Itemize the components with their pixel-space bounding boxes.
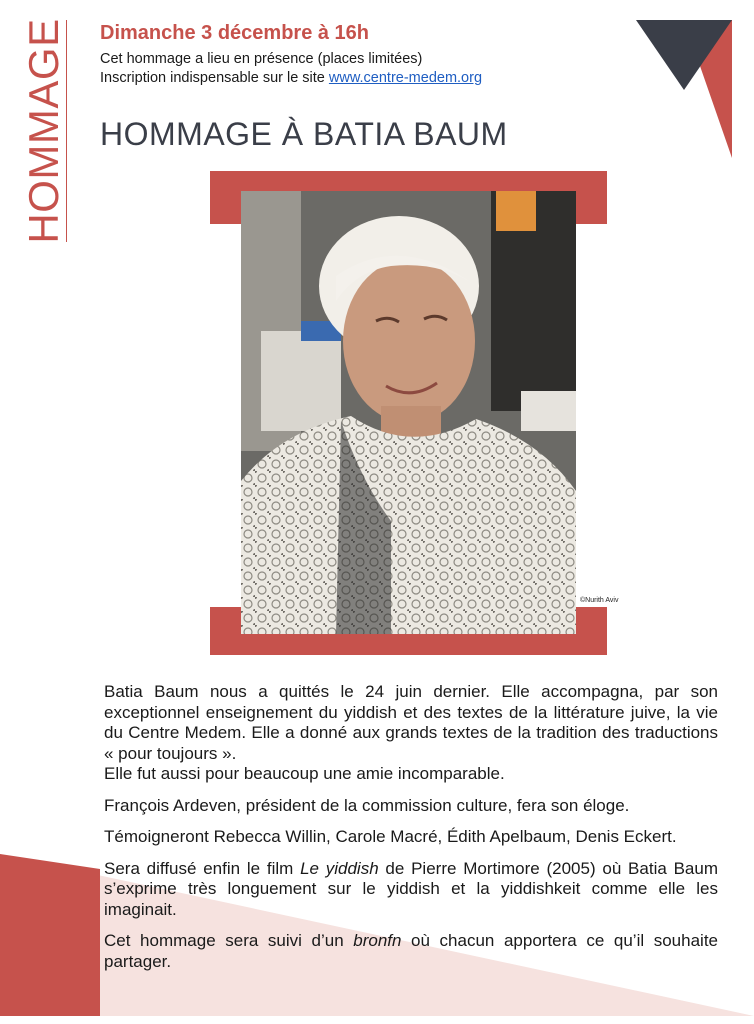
paragraph-5: [104, 931, 718, 972]
info-line-1: Cet hommage a lieu en présence (places limitées): [100, 51, 423, 67]
paragraph-5-end: où chacun apportera ce qu’il souhaite partager.: [104, 931, 718, 971]
info-line-2-prefix: Inscription indispensable sur le site: [100, 70, 329, 86]
paragraph-2: François Ardeven, président de la commission culture, fera son éloge.: [104, 795, 630, 815]
body-text: [104, 682, 718, 983]
paragraph-4-start: Sera diffusé enfin le film: [104, 858, 301, 878]
paragraph-3: Témoigneront Rebecca Willin, Carole Macré, Édith Apelbaum, Denis Eckert.: [104, 827, 677, 846]
info-line-2: [100, 69, 482, 88]
page-title: HOMMAGE À BATIA BAUM: [100, 116, 508, 152]
photo-credit: ©Nurith Aviv: [580, 597, 619, 604]
paragraph-4: [104, 859, 718, 921]
portrait-illustration: [241, 191, 576, 634]
side-label-text: HOMMAGE: [20, 18, 67, 244]
paragraph-1b: Elle fut aussi pour beaucoup une amie incomparable.: [104, 764, 505, 783]
website-link[interactable]: www.centre-medem.org: [328, 70, 483, 86]
paragraph-4-end: de Pierre Mortimore (2005) où Batia Baum s’exprime très longuement sur le yiddish et la yiddishkeit comme elle les imaginait.: [104, 858, 718, 919]
side-label: [22, 20, 67, 242]
paragraph-5-start: Cet hommage sera suivi d’un: [104, 931, 354, 950]
event-info: [100, 50, 482, 88]
event-date: Dimanche 3 décembre à 16h: [100, 22, 370, 44]
paragraph-1a: Batia Baum nous a quittés le 24 juin dernier. Elle accompagna, par son exceptionnel enseignement du yiddish et des textes de la littérature juive, la vie du Centre Medem. Elle a donné aux grands textes de la tradition des traductions « pour toujours ».: [104, 682, 718, 763]
bronfn-word: bronfn: [353, 931, 402, 950]
portrait-photo: [241, 191, 576, 634]
corner-decoration: [614, 0, 754, 170]
red-triangle: [0, 854, 100, 1016]
film-title: Le yiddish: [300, 858, 379, 878]
